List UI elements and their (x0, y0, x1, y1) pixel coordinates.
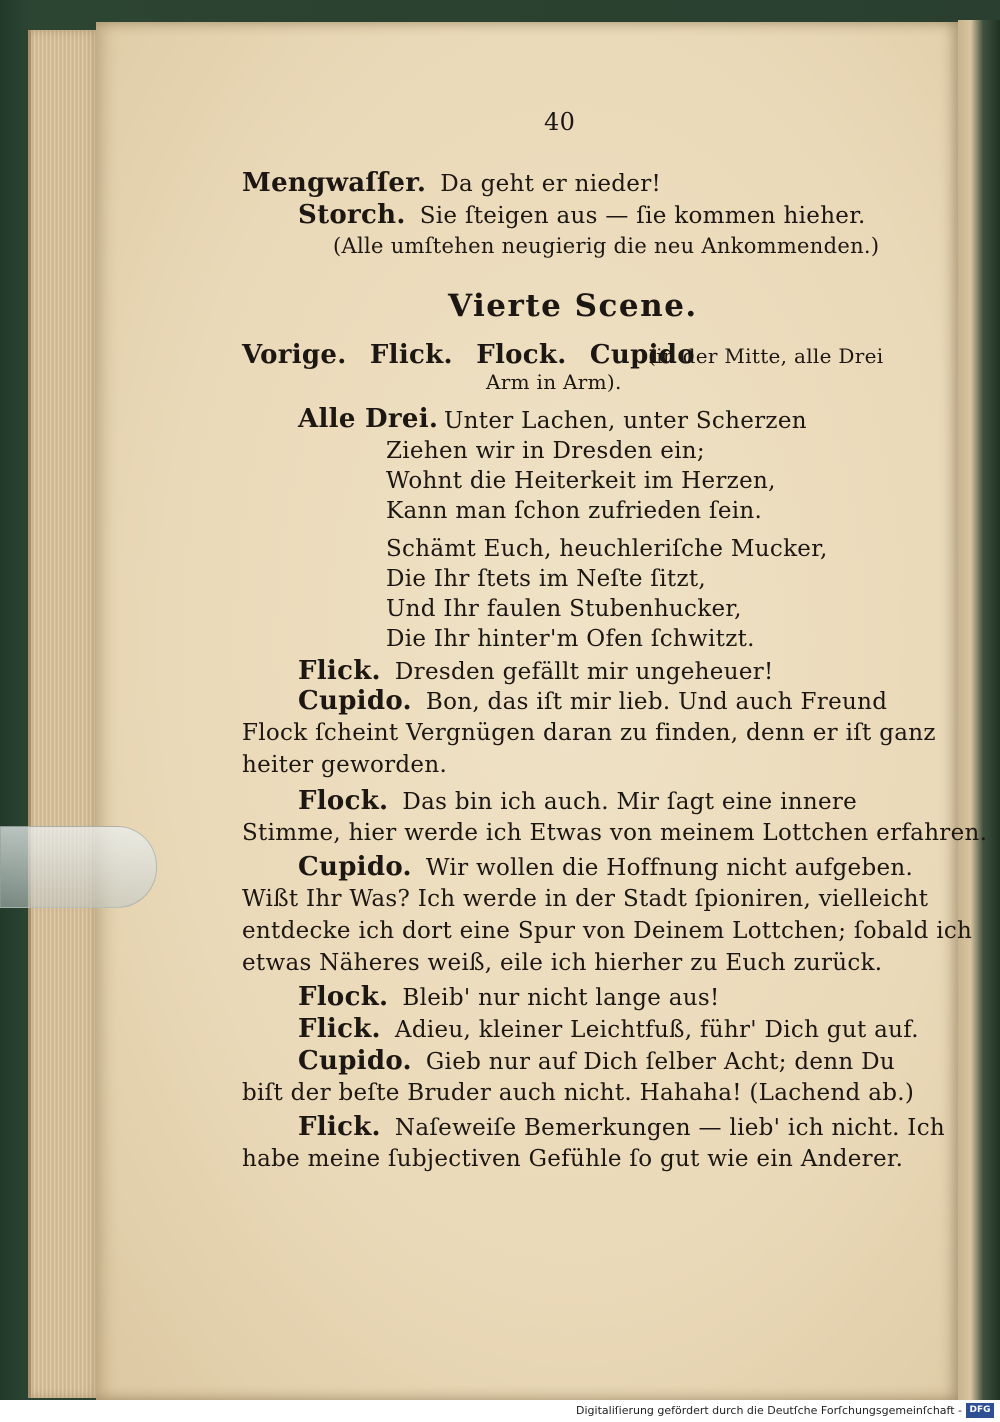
line-flock (298, 786, 857, 816)
dialogue-text: Dresden gefällt mir ungeheuer! (394, 659, 774, 685)
line-flock (298, 982, 720, 1012)
verse-line: Ziehen wir in Dresden ein; (386, 438, 705, 464)
speaker-name: Flock. (298, 786, 389, 816)
line-cupido (298, 686, 887, 716)
page-number: 40 (544, 108, 576, 136)
dialogue-text: Bon, das iſt mir lieb. Und auch Freund (425, 689, 888, 715)
line-flick (298, 1014, 919, 1044)
dialogue-text: biſt der beſte Bruder auch nicht. Hahaha! (Lachend ab.) (242, 1080, 915, 1106)
speaker-name: Alle Drei. (298, 404, 439, 434)
line-flick (298, 656, 774, 686)
speaker-name: Flick. (298, 1112, 381, 1142)
speaker-name: Flick. (298, 1014, 381, 1044)
dialogue-text: etwas Näheres weiß, eile ich hierher zu Euch zurück. (242, 950, 883, 976)
speaker-name: Cupido. (298, 686, 412, 716)
speaker-name: Mengwaſſer. (242, 168, 427, 198)
book-page-edges (28, 30, 101, 1398)
page-holder-clip (0, 826, 157, 908)
speaker-name: Flick. (298, 656, 381, 686)
speaker-name: Storch. (298, 200, 406, 230)
dialogue-text: Das bin ich auch. Mir ſagt eine innere (402, 789, 858, 815)
verse-line: Wohnt die Heiterkeit im Herzen, (386, 468, 776, 494)
scene-title: Vierte Scene. (448, 288, 698, 324)
dialogue-text: Stimme, hier werde ich Etwas von meinem Lottchen erfahren. (242, 820, 988, 846)
line-cupido (298, 852, 913, 882)
dialogue-text: habe meine ſubjectiven Gefühle ſo gut wie ein Anderer. (242, 1146, 904, 1172)
verse-line: Die Ihr ſtets im Neſte ſitzt, (386, 566, 707, 592)
speaker-name: Flock. (298, 982, 389, 1012)
dialogue-text: Adieu, kleiner Leichtfuß, führ' Dich gut auf. (394, 1017, 919, 1043)
verse-line: Schämt Euch, heuchleriſche Mucker, (386, 536, 828, 562)
cast-list: Vorige. Flick. Flock. Cupido (242, 340, 695, 370)
line-storch (298, 200, 866, 230)
verse-line: Kann man ſchon zufrieden ſein. (386, 498, 763, 524)
speaker-name: Cupido. (298, 1046, 412, 1076)
speaker-name: Cupido. (298, 852, 412, 882)
dialogue-text: Naſeweiſe Bemerkungen — lieb' ich nicht. Ich (394, 1115, 945, 1141)
dialogue-text: Sie ſteigen aus — ſie kommen hieher. (419, 203, 866, 229)
cast-direction: (in der Mitte, alle Drei (648, 344, 884, 368)
facing-page-edge (958, 20, 1000, 1400)
dialogue-text: Gieb nur auf Dich ſelber Acht; denn Du (425, 1049, 895, 1075)
footer-credit: Digitaliſierung gefördert durch die Deutſche Forſchungsgemeinſchaft - (576, 1404, 962, 1417)
footer-bar (0, 1400, 1000, 1422)
dfg-logo: DFG (966, 1403, 994, 1418)
dialogue-text: Bleib' nur nicht lange aus! (402, 985, 720, 1011)
verse-line: Die Ihr hinter'm Ofen ſchwitzt. (386, 626, 755, 652)
dialogue-text: Da geht er nieder! (440, 171, 662, 197)
dialogue-text: Flock ſcheint Vergnügen daran zu finden, denn er iſt ganz (242, 720, 936, 746)
line-mengwasser (242, 168, 661, 198)
stage-direction: (Alle umſtehen neugierig die neu Ankommenden.) (333, 234, 880, 258)
dialogue-text: Wir wollen die Hoffnung nicht aufgeben. (425, 855, 914, 881)
verse-line: Und Ihr faulen Stubenhucker, (386, 596, 742, 622)
verse-line: Unter Lachen, unter Scherzen (444, 408, 807, 434)
line-flick (298, 1112, 945, 1142)
dialogue-text: Wißt Ihr Was? Ich werde in der Stadt ſpioniren, vielleicht (242, 886, 929, 912)
dialogue-text: entdecke ich dort eine Spur von Deinem Lottchen; ſobald ich (242, 918, 973, 944)
cast-direction: Arm in Arm). (486, 370, 622, 394)
line-cupido (298, 1046, 895, 1076)
dialogue-text: heiter geworden. (242, 752, 448, 778)
